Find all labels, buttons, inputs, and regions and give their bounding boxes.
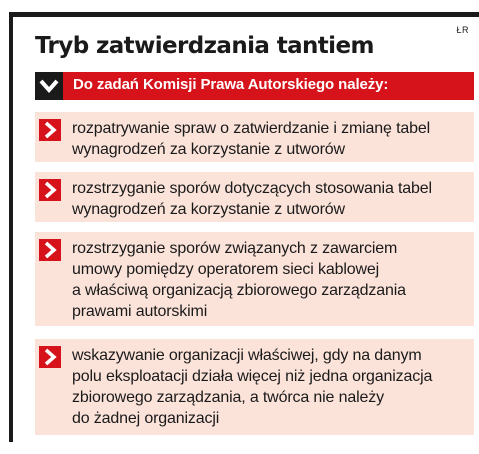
- list-item-line: wynagrodzeń za korzystanie z utworów: [72, 141, 345, 158]
- page-title: Tryb zatwierdzania tantiem: [35, 33, 374, 59]
- list-item-line: do żadnej organizacji: [72, 410, 220, 427]
- chevron-right-icon: [39, 346, 61, 368]
- list-item-line: polu eksploatacji działa więcej niż jedna organizacja: [72, 368, 433, 385]
- list-item-line: wynagrodzeń za korzystanie z utworów: [72, 201, 345, 218]
- frame-left-rule: [9, 12, 13, 442]
- chevron-right-icon: [39, 179, 61, 201]
- chevron-right-icon: [39, 119, 61, 141]
- section-header: [35, 72, 474, 100]
- list-item-line: a właściwą organizacją zbiorowego zarządzania: [72, 282, 406, 299]
- chevron-down-icon: [35, 72, 63, 100]
- list-item-line: rozstrzyganie sporów związanych z zawarciem: [72, 240, 398, 257]
- list-item-text: [72, 118, 466, 160]
- list-item: [35, 339, 474, 435]
- list-item-line: wskazywanie organizacji właściwej, gdy na danym: [72, 347, 422, 364]
- list-item: [35, 232, 474, 326]
- chevron-right-icon: [39, 239, 61, 261]
- list-item-text: [72, 238, 466, 322]
- list-item-line: umowy pomiędzy operatorem sieci kablowej: [72, 261, 380, 278]
- list-item-text: [72, 178, 466, 220]
- list-item-line: rozstrzyganie sporów dotyczących stosowania tabel: [72, 180, 432, 197]
- list-item-line: prawami autorskimi: [72, 303, 208, 320]
- list-item-text: [72, 345, 466, 429]
- frame-top-rule: [9, 12, 479, 17]
- author-credit: ŁR: [456, 25, 469, 35]
- list-item-line: rozpatrywanie spraw o zatwierdzanie i zmianę tabel: [72, 120, 431, 137]
- section-header-label: Do zadań Komisji Prawa Autorskiego należy:: [73, 76, 389, 93]
- list-item: [35, 172, 474, 222]
- list-item-line: zbiorowego zarządzania, a twórca nie należy: [72, 389, 384, 406]
- list-item: [35, 112, 474, 162]
